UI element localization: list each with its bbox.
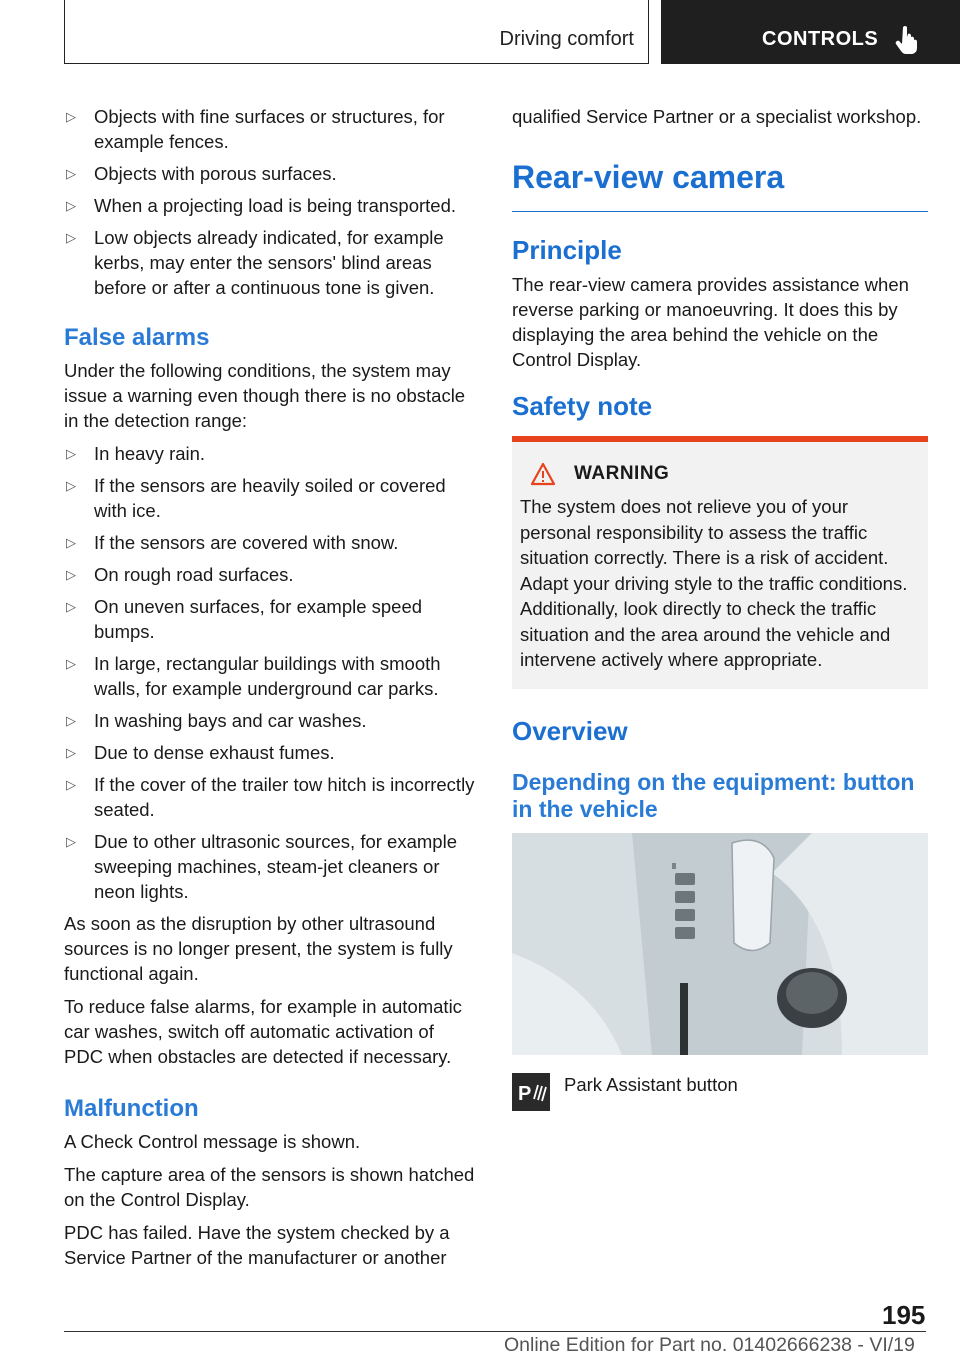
overview-heading: Overview [512,715,628,746]
svg-text:P: P [518,1082,532,1105]
header-chapter-title: CONTROLS [762,28,879,50]
header-section-box [64,0,649,64]
equipment-heading: Depending on the equipment: button in the vehicle [512,768,915,822]
list-item: ▷ Due to dense exhaust fumes. [66,742,335,763]
pointing-hand-icon [894,25,920,55]
malfunction-heading: Malfunction [64,1095,199,1122]
triangle-bullet-icon: ▷ [66,713,76,728]
triangle-bullet-icon: ▷ [66,446,76,461]
list-item: ▷ In large, rectangular buildings with smooth walls, for example underground car parks. [66,653,441,699]
list-item: ▷ On rough road surfaces. [66,564,294,585]
park-assistant-button-icon [512,1073,550,1111]
caption-text: Park Assistant button [564,1073,738,1095]
triangle-bullet-icon: ▷ [66,109,76,124]
principle-heading: Principle [512,235,622,265]
footer-divider [64,1331,926,1332]
triangle-bullet-icon: ▷ [66,230,76,245]
list-item: ▷ In washing bays and car washes. [66,710,367,731]
center-console-photo [512,833,928,1055]
list-item: ▷ Low objects already indicated, for example kerbs, may enter the sensors' blind areas before or after a continuous tone is given. [66,227,444,298]
warning-header [520,462,920,486]
principle-paragraph: The rear-view camera provides assistance when reverse parking or manoeuvring. It does this by displaying the area behind the vehicle on the Control Display. [512,274,909,370]
disruption-paragraph: As soon as the disruption by other ultrasound sources is no longer present, the system is fully functional again. [64,913,453,984]
center-console-illustration [512,833,928,1055]
triangle-bullet-icon: ▷ [66,656,76,671]
triangle-bullet-icon: ▷ [66,745,76,760]
list-item: ▷ Objects with fine surfaces or structures, for example fences. [66,106,445,152]
triangle-bullet-icon: ▷ [66,777,76,792]
header-chapter-box [661,0,960,64]
list-item: ▷ Due to other ultrasonic sources, for example sweeping machines, steam-jet cleaners or neon lights. [66,831,457,902]
reduce-false-alarms-paragraph: To reduce false alarms, for example in automatic car washes, switch off automatic activation of PDC when obstacles are detected if necessary. [64,996,462,1067]
park-assistant-caption [512,1073,928,1111]
warning-text: The system does not relieve you of your personal responsibility to assess the traffic situation correctly. There is a risk of accident. Adapt your driving style to the traffic conditions. Additionally, look directly to check the traffic situation and the area around the vehicle and intervene actively where appropriate. [520,496,908,670]
right-column [512,104,928,1111]
triangle-bullet-icon: ▷ [66,166,76,181]
warning-title: WARNING [574,463,670,484]
triangle-bullet-icon: ▷ [66,198,76,213]
left-column [64,104,478,1278]
triangle-bullet-icon: ▷ [66,599,76,614]
malfunction-paragraph-1: A Check Control message is shown. [64,1131,361,1152]
list-item: ▷ If the cover of the trailer tow hitch is incorrectly seated. [66,774,475,820]
safety-note-heading: Safety note [512,391,653,421]
warning-triangle-icon [530,462,556,486]
objects-list [64,104,478,300]
malfunction-paragraph-2: The capture area of the sensors is shown hatched on the Control Display. [64,1164,475,1210]
list-item: ▷ If the sensors are heavily soiled or covered with ice. [66,475,446,521]
rear-view-camera-heading: Rear-view camera [512,157,928,212]
list-item: ▷ When a projecting load is being transported. [66,195,456,216]
list-item: ▷ In heavy rain. [66,443,206,464]
list-item: ▷ On uneven surfaces, for example speed bumps. [66,596,423,642]
header-section-title: Driving comfort [499,28,634,50]
list-item: ▷ If the sensors are covered with snow. [66,532,399,553]
triangle-bullet-icon: ▷ [66,535,76,550]
false-alarms-list [64,441,478,904]
continuation-paragraph: qualified Service Partner or a specialist workshop. [512,106,922,127]
list-item: ▷ Objects with porous surfaces. [66,163,337,184]
warning-box [512,436,928,689]
triangle-bullet-icon: ▷ [66,567,76,582]
triangle-bullet-icon: ▷ [66,478,76,493]
false-alarms-intro: Under the following conditions, the system may issue a warning even though there is no obstacle in the detection range: [64,360,466,431]
footer-edition: Online Edition for Part no. 01402666238 - VI/19 [504,1334,915,1356]
page-number: 195 [882,1300,926,1330]
triangle-bullet-icon: ▷ [66,834,76,849]
false-alarms-heading: False alarms [64,324,210,351]
malfunction-paragraph-3: PDC has failed. Have the system checked by a Service Partner of the manufacturer or another [64,1222,450,1268]
